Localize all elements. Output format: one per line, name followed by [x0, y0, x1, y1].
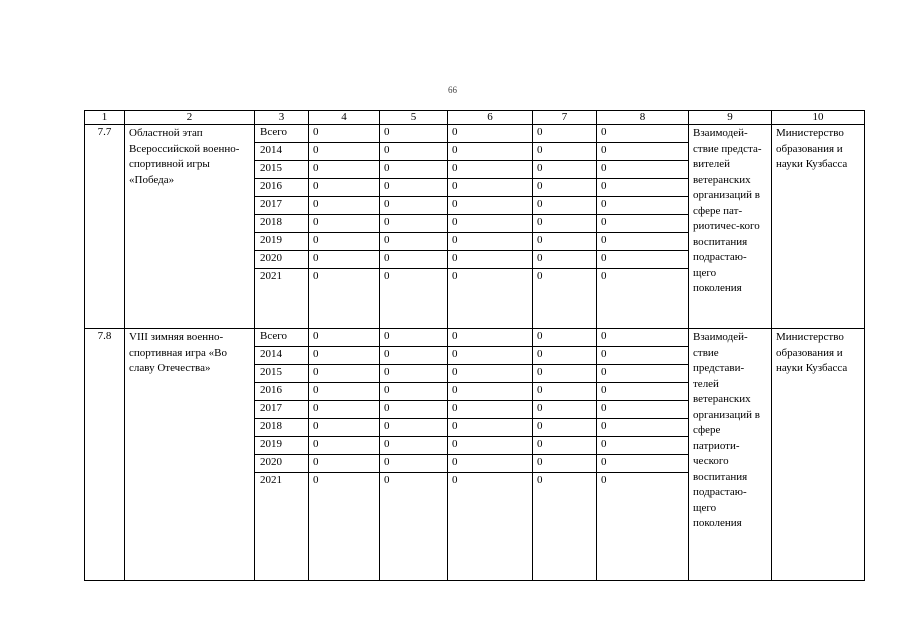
value-cell: 0	[309, 197, 380, 215]
value-cell: 0	[309, 455, 380, 473]
value-cell: 0	[597, 419, 689, 437]
value-cell: 0	[597, 125, 689, 143]
value-cell: 0	[309, 179, 380, 197]
value-cell: 0	[533, 383, 597, 401]
value-cell: 0	[380, 269, 448, 329]
value-cell: 0	[448, 215, 533, 233]
value-cell: 0	[533, 215, 597, 233]
value-cell: 0	[597, 383, 689, 401]
value-cell: 0	[533, 365, 597, 383]
value-cell: 0	[309, 365, 380, 383]
value-cell: 0	[533, 329, 597, 347]
period-cell: 2020	[255, 251, 309, 269]
value-cell: 0	[597, 401, 689, 419]
period-cell: 2015	[255, 365, 309, 383]
value-cell: 0	[597, 143, 689, 161]
period-cell: 2019	[255, 233, 309, 251]
value-cell: 0	[380, 419, 448, 437]
value-cell: 0	[309, 401, 380, 419]
value-cell: 0	[448, 233, 533, 251]
value-cell: 0	[309, 419, 380, 437]
value-cell: 0	[533, 269, 597, 329]
value-cell: 0	[533, 233, 597, 251]
period-cell: 2017	[255, 401, 309, 419]
value-cell: 0	[597, 365, 689, 383]
column-header: 5	[380, 111, 448, 125]
value-cell: 0	[448, 197, 533, 215]
value-cell: 0	[380, 473, 448, 581]
value-cell: 0	[597, 233, 689, 251]
period-cell: 2016	[255, 179, 309, 197]
period-cell: 2017	[255, 197, 309, 215]
value-cell: 0	[597, 251, 689, 269]
value-cell: 0	[533, 197, 597, 215]
period-cell: Всего	[255, 125, 309, 143]
value-cell: 0	[309, 383, 380, 401]
value-cell: 0	[448, 161, 533, 179]
value-cell: 0	[533, 125, 597, 143]
value-cell: 0	[597, 161, 689, 179]
period-cell: 2014	[255, 347, 309, 365]
column-header: 10	[772, 111, 865, 125]
value-cell: 0	[448, 251, 533, 269]
column-header: 4	[309, 111, 380, 125]
value-cell: 0	[597, 455, 689, 473]
value-cell: 0	[597, 329, 689, 347]
value-cell: 0	[533, 347, 597, 365]
table-row	[85, 125, 865, 143]
value-cell: 0	[309, 233, 380, 251]
value-cell: 0	[448, 143, 533, 161]
value-cell: 0	[448, 179, 533, 197]
program-table	[84, 110, 865, 581]
value-cell: 0	[380, 383, 448, 401]
value-cell: 0	[309, 215, 380, 233]
value-cell: 0	[533, 179, 597, 197]
value-cell: 0	[448, 365, 533, 383]
period-cell: 2019	[255, 437, 309, 455]
value-cell: 0	[533, 143, 597, 161]
value-cell: 0	[380, 233, 448, 251]
value-cell: 0	[533, 437, 597, 455]
value-cell: 0	[597, 437, 689, 455]
period-cell: 2021	[255, 269, 309, 329]
value-cell: 0	[309, 437, 380, 455]
value-cell: 0	[380, 437, 448, 455]
period-cell: 2014	[255, 143, 309, 161]
period-cell: Всего	[255, 329, 309, 347]
column-header: 7	[533, 111, 597, 125]
column-header: 2	[125, 111, 255, 125]
value-cell: 0	[448, 401, 533, 419]
value-cell: 0	[533, 419, 597, 437]
value-cell: 0	[597, 347, 689, 365]
value-cell: 0	[380, 347, 448, 365]
value-cell: 0	[533, 455, 597, 473]
result-cell: Взаимодей-ствие представи-телей ветеранских организаций в сфере патриоти-ческого воспитания подрастаю-щего поколения	[689, 329, 772, 581]
value-cell: 0	[597, 197, 689, 215]
value-cell: 0	[309, 143, 380, 161]
value-cell: 0	[309, 347, 380, 365]
value-cell: 0	[309, 473, 380, 581]
value-cell: 0	[597, 215, 689, 233]
value-cell: 0	[533, 251, 597, 269]
measure-name: VIII зимняя военно-спортивная игра «Во славу Отечества»	[125, 329, 255, 581]
value-cell: 0	[380, 215, 448, 233]
table-row	[85, 329, 865, 347]
column-header: 3	[255, 111, 309, 125]
column-header: 9	[689, 111, 772, 125]
value-cell: 0	[380, 125, 448, 143]
value-cell: 0	[448, 329, 533, 347]
value-cell: 0	[309, 125, 380, 143]
value-cell: 0	[597, 473, 689, 581]
row-number: 7.7	[85, 125, 125, 329]
value-cell: 0	[380, 455, 448, 473]
value-cell: 0	[309, 269, 380, 329]
column-number-row	[85, 111, 865, 125]
measure-name: Областной этап Всероссийской военно-спортивной игры «Победа»	[125, 125, 255, 329]
value-cell: 0	[533, 473, 597, 581]
value-cell: 0	[448, 269, 533, 329]
column-header: 1	[85, 111, 125, 125]
row-group-7-7	[85, 125, 865, 329]
value-cell: 0	[380, 197, 448, 215]
value-cell: 0	[380, 401, 448, 419]
value-cell: 0	[533, 401, 597, 419]
period-cell: 2016	[255, 383, 309, 401]
value-cell: 0	[309, 161, 380, 179]
value-cell: 0	[448, 383, 533, 401]
column-header: 8	[597, 111, 689, 125]
value-cell: 0	[448, 125, 533, 143]
value-cell: 0	[380, 161, 448, 179]
value-cell: 0	[597, 269, 689, 329]
executor-cell: Министерство образования и науки Кузбасса	[772, 329, 865, 581]
value-cell: 0	[380, 251, 448, 269]
value-cell: 0	[533, 161, 597, 179]
column-header: 6	[448, 111, 533, 125]
row-group-7-8	[85, 329, 865, 581]
period-cell: 2018	[255, 215, 309, 233]
value-cell: 0	[597, 179, 689, 197]
value-cell: 0	[448, 455, 533, 473]
period-cell: 2018	[255, 419, 309, 437]
period-cell: 2020	[255, 455, 309, 473]
executor-cell: Министерство образования и науки Кузбасса	[772, 125, 865, 329]
row-number: 7.8	[85, 329, 125, 581]
value-cell: 0	[309, 329, 380, 347]
value-cell: 0	[309, 251, 380, 269]
value-cell: 0	[448, 419, 533, 437]
value-cell: 0	[448, 473, 533, 581]
value-cell: 0	[380, 143, 448, 161]
value-cell: 0	[380, 179, 448, 197]
page-number: 66	[448, 85, 457, 95]
value-cell: 0	[380, 365, 448, 383]
value-cell: 0	[448, 437, 533, 455]
period-cell: 2021	[255, 473, 309, 581]
period-cell: 2015	[255, 161, 309, 179]
result-cell: Взаимодей-ствие предста-вителей ветеранских организаций в сфере пат-риотичес-кого воспитания подрастаю-щего поколения	[689, 125, 772, 329]
value-cell: 0	[380, 329, 448, 347]
value-cell: 0	[448, 347, 533, 365]
